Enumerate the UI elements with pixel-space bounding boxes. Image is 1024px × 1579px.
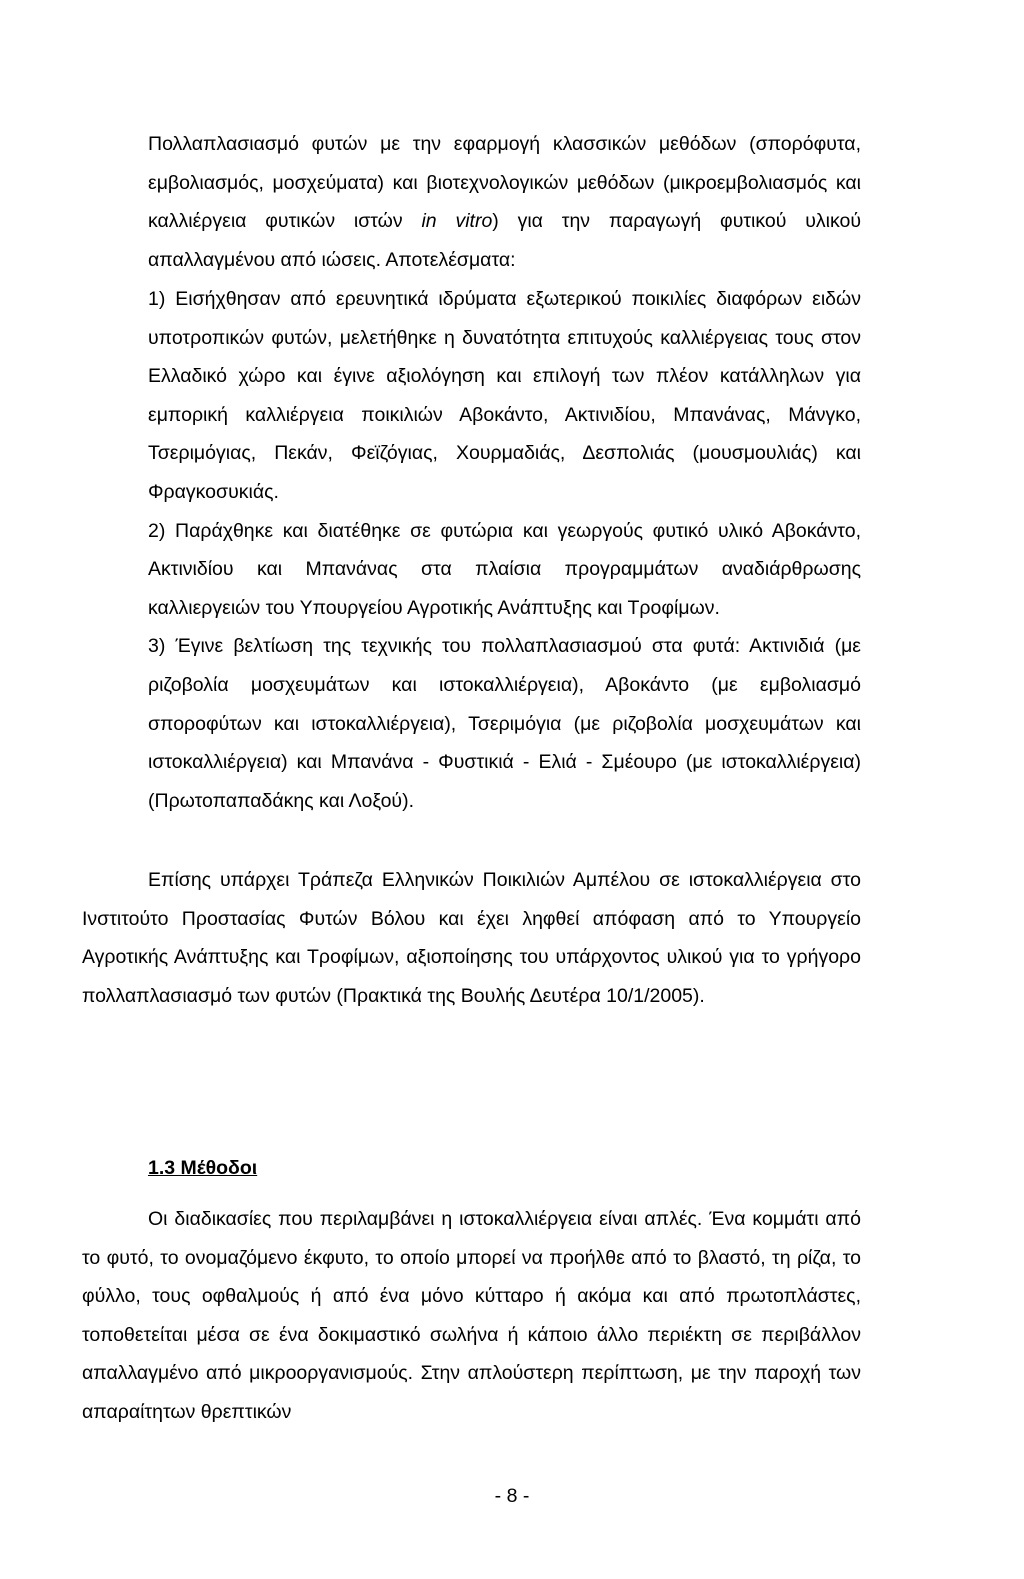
gene-bank-paragraph (82, 861, 861, 1015)
result-text: Εισήχθησαν από ερευνητικά ιδρύματα εξωτερικού ποικιλίες διαφόρων ειδών υποτροπικών φυτών, μελετήθηκε η δυνατότητα επιτυχούς καλλιέργειας τους στον Ελλαδικό χώρο και έγινε αξιολόγηση και επιλογή των πλέον κατάλληλων για εμπορική καλλιέργεια ποικιλιών Αβοκάντο, Ακτινιδίου, Μπανάνας, Μάνγκο, Τσεριμόγιας, Πεκάν, Φεϊζόγιας, Χουρμαδιάς, Δεσπολιάς (μουσμουλιάς) και Φραγκοσυκιάς. (148, 288, 861, 503)
section-heading: 1.3 Μέθοδοι (148, 1157, 258, 1179)
methods-paragraph (82, 1200, 861, 1432)
result-number: 1) (148, 288, 166, 310)
page-number: - 8 - (494, 1485, 530, 1507)
result-item-3 (148, 627, 861, 820)
intro-text-end: ) για την παραγωγή φυτικού υλικού απαλλαγμένου από ιώσεις. Αποτελέσματα: (148, 210, 861, 271)
intro-text-start: Πολλαπλασιασμό φυτών με την εφαρμογή κλασσικών μεθόδων (σπορόφυτα, εμβολιασμός, μοσχεύματα) και βιοτεχνολογικών μεθόδων (μικροεμβολιασμός και καλλιέργεια φυτικών ιστών (148, 133, 861, 233)
methods-text: Οι διαδικασίες που περιλαμβάνει η ιστοκαλλιέργεια είναι απλές. Ένα κομμάτι από το φυτό, το ονομαζόμενο έκφυτο, το οποίο μπορεί να προήλθε από το βλαστό, τη ρίζα, το φύλλο, τους οφθαλμούς ή από ένα μόνο κύτταρο ή ακόμα και από πρωτοπλάστες, τοποθετείται μέσα σε ένα δοκιμαστικό σωλήνα ή κάποιο άλλο περιέκτη σε περιβάλλον απαλλαγμένο από μικροοργανισμούς. Στην απλούστερη περίπτωση, με την παροχή των απαραίτητων θρεπτικών (82, 1208, 861, 1423)
result-text: Παράχθηκε και διατέθηκε σε φυτώρια και γεωργούς φυτικό υλικό Αβοκάντο, Ακτινιδίου και Μπανάνας στα πλαίσια προγραμμάτων αναδιάρθρωσης καλλιεργειών του Υπουργείου Αγροτικής Ανάπτυξης και Τροφίμων. (148, 519, 861, 619)
result-text: Έγινε βελτίωση της τεχνικής του πολλαπλασιασμού στα φυτά: Ακτινιδιά (με ριζοβολία μοσχευμάτων και ιστοκαλλιέργεια), Αβοκάντο (με εμβολιασμό σποροφύτων και ιστοκαλλιέργεια), Τσεριμόγια (με ριζοβολία μοσχευμάτων και ιστοκαλλιέργεια) και Μπανάνα - Φυστικιά - Ελιά - Σμέουρο (με ιστοκαλλιέργεια) (Πρωτοπαπαδάκης και Λοξού). (148, 635, 861, 812)
intro-paragraph (148, 125, 861, 279)
intro-text (148, 125, 861, 279)
result-item-1 (148, 280, 861, 512)
result-number: 3) (148, 635, 166, 658)
result-number: 2) (148, 519, 166, 542)
gene-bank-text: Επίσης υπάρχει Τράπεζα Ελληνικών Ποικιλιών Αμπέλου σε ιστοκαλλιέργεια στο Ινστιτούτο Προστασίας Φυτών Βόλου και έχει ληφθεί απόφαση από το Υπουργείο Αγροτικής Ανάπτυξης και Τροφίμων, αξιοποίησης του υπάρχοντος υλικού για το γρήγορο πολλαπλασιασμό των φυτών (Πρακτικά της Βουλής Δευτέρα 10/1/2005). (82, 869, 861, 1007)
result-item-2 (148, 512, 861, 628)
intro-italic-term: in vitro (421, 210, 493, 233)
results-list (148, 280, 861, 820)
